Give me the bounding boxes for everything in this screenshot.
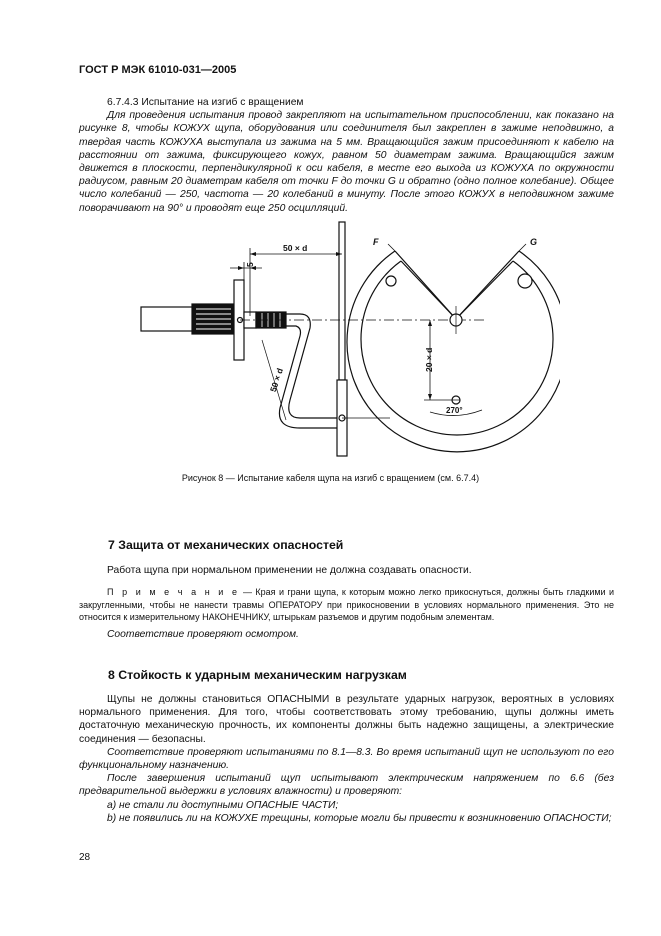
section-8-p1: Щупы не должны становиться ОПАСНЫМИ в результате ударных нагрузок, вероятных в условиях нормального применения. Для того, чтобы соответствовать этому требованию, щупы должны иметь достаточную механическую прочность, их компоненты должны быть надежно защищены, а электрические соединения — безопасны. bbox=[79, 694, 614, 745]
section-7-compliance bbox=[79, 628, 614, 641]
section-7-para: Работа щупа при нормальном применении не должна создавать опасности. bbox=[107, 565, 472, 576]
section-7-body bbox=[79, 564, 614, 577]
section-8-item-a: a) не стали ли доступными ОПАСНЫЕ ЧАСТИ; bbox=[107, 799, 339, 811]
dim-5: 5 bbox=[245, 262, 255, 267]
dim-50d-diagonal: 50 × d bbox=[267, 366, 285, 394]
section-8-p2: Соответствие проверяют испытаниями по 8.1—8.3. Во время испытаний щуп не используют по его функциональному назначению. bbox=[79, 746, 614, 772]
section-6-7-4-3 bbox=[79, 96, 614, 215]
section-8-heading: 8 Стойкость к ударным механическим нагрузкам bbox=[108, 668, 407, 682]
point-f-label: F bbox=[373, 237, 379, 247]
dim-20d-radius: 20 × d bbox=[424, 347, 434, 372]
note-text: — Края и грани щупа, к которым можно легко прикоснуться, должны быть гладкими и закругленными, чтобы не нанести травмы ОПЕРАТОРУ при прикосновении в условиях нормального применения. Это не относится к измерительному НАКОНЕЧНИКУ, штырькам разъемов и другим подобным элементам. bbox=[79, 587, 615, 623]
section-7-heading: 7 Защита от механических опасностей bbox=[108, 538, 344, 552]
point-g-label: G bbox=[530, 237, 538, 247]
section-6-7-4-3-title: 6.7.4.3 Испытание на изгиб с вращением bbox=[107, 97, 304, 108]
section-8-item-b: b) не появились ли на КОЖУХЕ трещины, которые могли бы привести к возникновению ОПАСНОСТИ; bbox=[107, 812, 612, 824]
page-number: 28 bbox=[79, 852, 91, 863]
probe-handle bbox=[141, 307, 193, 331]
figure-8-caption: Рисунок 8 — Испытание кабеля щупа на изгиб с вращением (см. 6.7.4) bbox=[181, 473, 480, 483]
section-6-7-4-3-body: Для проведения испытания провод закрепляют на испытательном приспособлении, как показано на рисунке 8, чтобы КОЖУХ щупа, оборудования или соединителя был закреплен в зажиме неподвижно, а твердая часть КОЖУХА выступала из зажима на 5 мм. Вращающийся зажим присоединяют к кабелю на расстоянии от зажима, фиксирующего кожух, равном 50 диаметрам зажима. Вращающийся зажим движется в плоскости, перпендикулярной к оси кабеля, в месте его выхода из КОЖУХА по окружности радиусом, равным 20 диаметрам кабеля от точки F до точки G и обратно (одно полное колебание). Общее число колебаний — 250, частота — 20 колебаний в минуту. После этого КОЖУХ в неподвижном зажиме поворачивают на 90° и проводят еще 250 осцилляций. bbox=[79, 110, 614, 214]
section-8-p3: После завершения испытаний щуп испытывают электрическим напряжением по 6.6 (без предварительной выдержки в условиях влажности) и проверяют: bbox=[79, 773, 614, 798]
document-header: ГОСТ Р МЭК 61010-031—2005 bbox=[79, 64, 237, 76]
angle-270-label: 270° bbox=[446, 406, 463, 415]
dim-50d-top: 50 × d bbox=[283, 243, 308, 253]
section-7-compliance-text: Соответствие проверяют осмотром. bbox=[107, 629, 299, 640]
figure-8-diagram bbox=[120, 215, 560, 465]
section-8-body bbox=[79, 693, 614, 825]
test-cable bbox=[286, 314, 345, 418]
rotating-clamp-rod bbox=[339, 222, 345, 380]
section-7-note bbox=[79, 586, 614, 624]
note-label: П р и м е ч а н и е bbox=[107, 587, 240, 597]
